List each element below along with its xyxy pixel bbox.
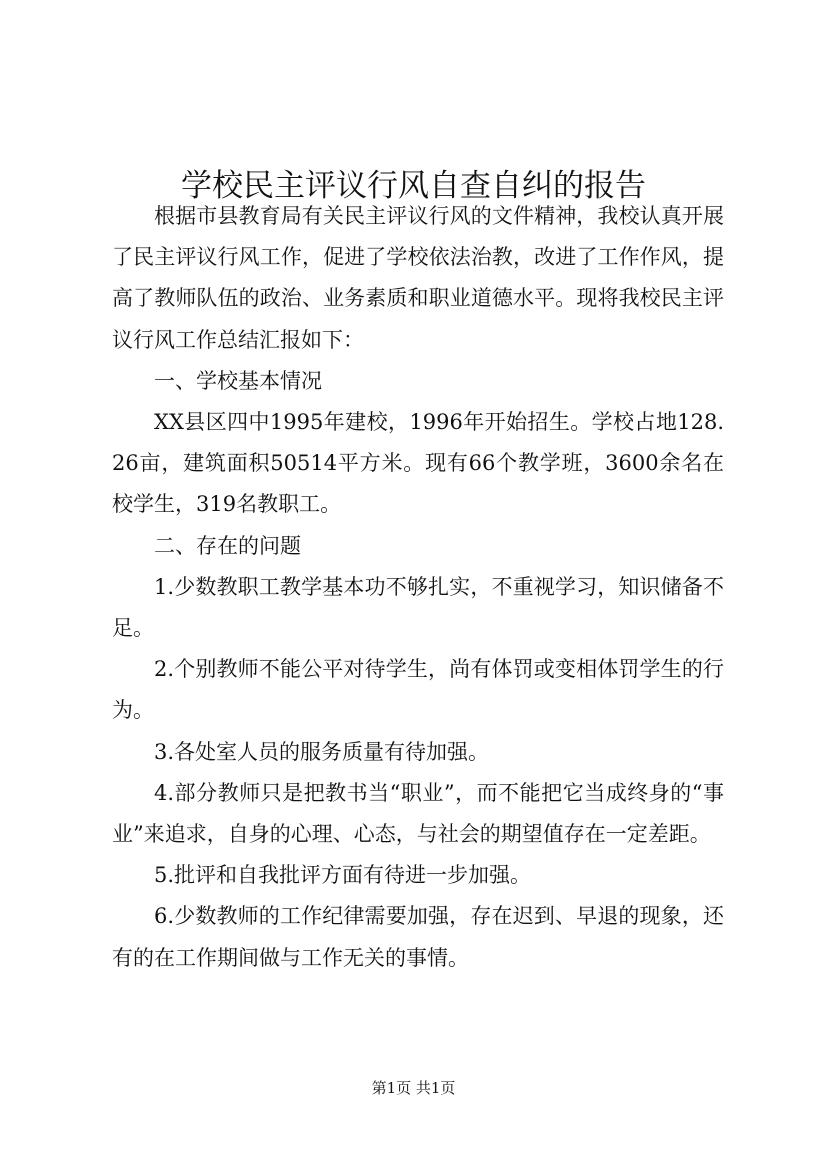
section-heading-basic-info: 一、学校基本情况 <box>154 368 322 393</box>
section-heading-problems: 二、存在的问题 <box>154 533 301 558</box>
basic-info-paragraph: XX县区四中1995年建校，1996年开始招生。学校占地128.26亩，建筑面积50514平方米。现有66个教学班，3600余名在校学生，319名教职工。 <box>112 410 724 517</box>
problem-item-3: 3.各处室人员的服务质量有待加强。 <box>154 739 490 764</box>
document-body <box>112 196 724 979</box>
problem-item-1: 1.少数教职工教学基本功不够扎实，不重视学习，知识储备不足。 <box>112 574 724 641</box>
problem-item-2: 2.个别教师不能公平对待学生，尚有体罚或变相体罚学生的行为。 <box>112 657 724 723</box>
page-footer: 第1页 共1页 <box>371 1079 456 1097</box>
document-title: 学校民主评议行风自查自纠的报告 <box>181 167 646 204</box>
intro-paragraph: 根据市县教育局有关民主评议行风的文件精神，我校认真开展了民主评议行风工作，促进了学校依法治教，改进了工作作风，提高了教师队伍的政治、业务素质和职业道德水平。现将我校民主评议行风工作总结汇报如下： <box>112 204 724 352</box>
problem-item-6: 6.少数教师的工作纪律需要加强，存在迟到、早退的现象，还有的在工作期间做与工作无关的事情。 <box>112 904 724 970</box>
problem-item-4: 4.部分教师只是把教书当“职业”，而不能把它当成终身的“事业”来追求，自身的心理、心态，与社会的期望值存在一定差距。 <box>112 780 724 847</box>
problem-item-5: 5.批评和自我批评方面有待进一步加强。 <box>154 863 532 888</box>
